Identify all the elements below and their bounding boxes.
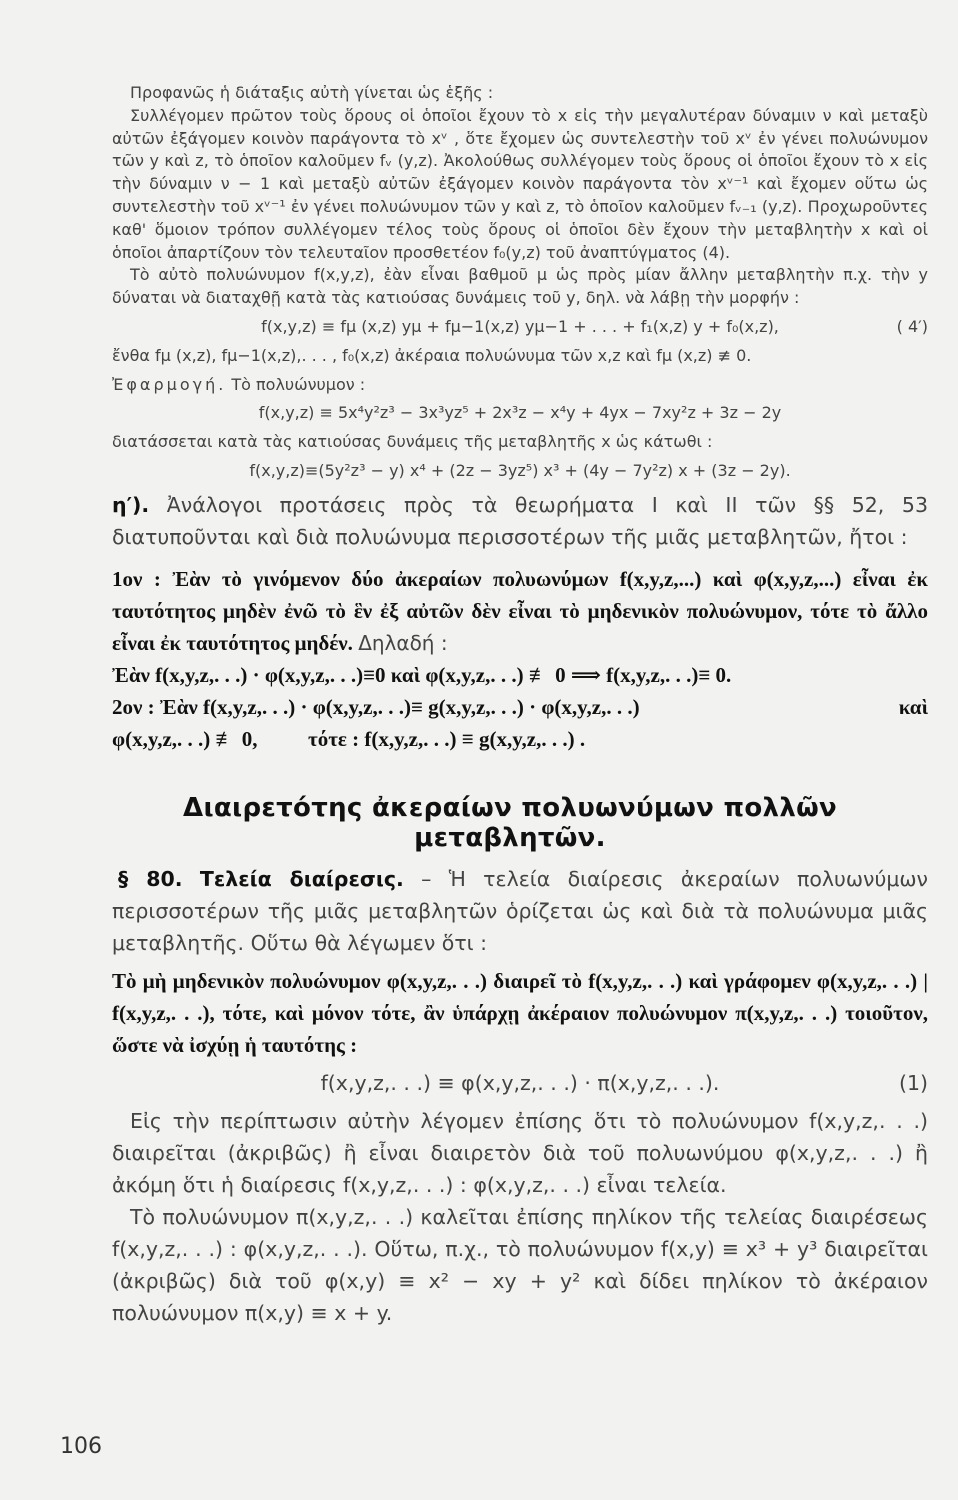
analogous-propositions-text: Ἀνάλογοι προτάσεις πρὸς τὰ θεωρήματα I καὶ II τῶν §§ 52, 53 διατυποῦνται καὶ διὰ πολυώνυμα περισσοτέρων τῆς μιᾶς μεταβλητῶν, ἤτοι : — [112, 492, 928, 549]
theorem-1-tail: Δηλαδή : — [358, 630, 448, 655]
section-80-text: – Ἡ τελεία διαίρεσις ἀκεραίων πολυωνύμων περισσοτέρων τῆς μιᾶς μεταβλητῶν ὁρίζεται ὡς καὶ διὰ τὰ πολυώνυμα μιᾶς μεταβλητῆς. Οὕτω θὰ λέγωμεν ὅτι : — [112, 866, 928, 955]
section-80-paragraph — [112, 863, 928, 959]
application-line — [112, 374, 928, 397]
example-polynomial — [112, 402, 928, 425]
ordering-paragraph: Τὸ αὐτὸ πολυώνυμον f(x,y,z), ἐὰν εἶναι βαθμοῦ μ ὡς πρὸς μίαν ἄλλην μεταβλητὴν π.χ. τὴν y δύναται νὰ διαταχθῇ κατὰ τὰς κατιούσας δυνάμεις τοῦ y, δηλ. νὰ λάβῃ τὴν μορφήν : — [112, 265, 928, 308]
definition-paragraph: Τὸ μὴ μηδενικὸν πολυώνυμον φ(x,y,z,. . .) διαιρεῖ τὸ f(x,y,z,. . .) καὶ γράφομεν φ(x,y,z,. . .) | f(x,y,z,. . .), τότε, καὶ μόνον τότε, ἂν ὑπάρχῃ ἀκέραιον πολυώνυμον π(x,y,z,. . .) τοιοῦτον, ὥστε νὰ ἰσχύῃ ἡ ταυτότης : — [112, 968, 928, 1057]
theorem-2-and: καὶ — [898, 694, 928, 719]
item-eta-label: η′). — [112, 492, 150, 517]
theorem-2-condition: φ(x,y,z,. . .) ≢ 0, — [112, 726, 258, 751]
theorem-2-second-line — [112, 723, 928, 755]
equation-1-body: f(x,y,z,. . .) ≡ φ(x,y,z,. . .) · π(x,y,z,. . .). — [320, 1070, 720, 1095]
application-text: Τὸ πολυώνυμον : — [231, 374, 366, 394]
equation-1-number: (1) — [898, 1070, 928, 1095]
where-clause: ἔνθα fμ (x,z), fμ−1(x,z),. . . , f₀(x,z) ἀκέραια πολυώνυμα τῶν x,z καὶ fμ (x,z) ≢ 0. — [112, 345, 752, 365]
theorem-2-conclusion: τότε : f(x,y,z,. . .) ≡ g(x,y,z,. . .) . — [308, 726, 586, 751]
application-label: Ἐφαρμογή. — [112, 374, 227, 394]
section-80-title: Τελεία διαίρεσις. — [199, 866, 404, 891]
theorem-1 — [112, 563, 928, 659]
equation-4prime — [112, 316, 928, 339]
equation-1 — [112, 1067, 928, 1099]
page-number: 106 — [60, 1434, 102, 1459]
equation-4prime-number: ( 4′) — [896, 316, 928, 336]
theorem-2-text: 2ον : Ἐὰν f(x,y,z,. . .) · φ(x,y,z,. . .)≡ g(x,y,z,. . .) · φ(x,y,z,. . .) — [112, 694, 640, 719]
ordered-note: διατάσσεται κατὰ τὰς κατιούσας δυνάμεις τῆς μεταβλητῆς x ὡς κάτωθι : — [112, 432, 713, 452]
theorem-2-first-line — [112, 691, 928, 723]
theorem-1-equation: Ἐὰν f(x,y,z,. . .) · φ(x,y,z,. . .)≡0 καὶ φ(x,y,z,. . .) ≢ 0 ⟹ f(x,y,z,. . .)≡ 0. — [112, 662, 732, 687]
ordered-polynomial — [112, 460, 928, 483]
example-polynomial-body: f(x,y,z) ≡ 5x⁴y²z³ − 3x³yz⁵ + 2x³z − x⁴y + 4yx − 7xy²z + 3z − 2y — [258, 403, 782, 423]
section-80-number: § 80. — [118, 866, 183, 891]
chapter-heading: Διαιρετότης ἀκεραίων πολυωνύμων πολλῶν μεταβλητῶν. — [183, 792, 837, 853]
collection-paragraph: Συλλέγομεν πρῶτον τοὺς ὅρους οἱ ὁποῖοι ἔχουν τὸ x εἰς τὴν μεγαλυτέραν δύναμιν ν καὶ μεταξὺ αὐτῶν ἐξάγομεν κοινὸν παράγοντα τὸ xᵛ , ὅτε ἔχομεν ὡς συντελεστὴν τοῦ xᵛ ἐν γένει πολυώνυμον τῶν y καὶ z, τὸ ὁποῖον καλοῦμεν fᵥ (y,z). Ἀκολούθως συλλέγομεν τοὺς ὅρους οἱ ὁποῖοι ἔχουν τὸ x εἰς τὴν δύναμιν ν − 1 καὶ μεταξὺ αὐτῶν ἐξάγομεν κοινὸν παράγοντα τὸν xᵛ⁻¹ καὶ ἔχομεν οὕτω ὡς συντελεστὴν τοῦ xᵛ⁻¹ ἐν γένει πολυώνυμον τῶν y καὶ z, τὸ ὁποῖον καλοῦμεν fᵥ₋₁ (y,z). Προχωροῦντες καθ' ὅμοιον τρόπον συλλέγομεν τέλος τοὺς ὅρους οἱ ὁποῖοι δὲν ἔχουν τὴν μεταβλητὴν x καὶ οἱ ὁποῖοι ἀπαρτίζουν τὸν τελευταῖον προσθετέον f₀(y,z) τοῦ ἀναπτύγματος (4). — [112, 105, 928, 262]
ordered-polynomial-body: f(x,y,z)≡(5y²z³ − y) x⁴ + (2z − 3yz⁵) x³ + (4y − 7y²z) x + (3z − 2y). — [249, 460, 791, 480]
quotient-paragraph: Τὸ πολυώνυμον π(x,y,z,. . .) καλεῖται ἐπίσης πηλίκον τῆς τελείας διαιρέσεως f(x,y,z,. . .) : φ(x,y,z,. . .). Οὕτω, π.χ., τὸ πολυώνυμον f(x,y) ≡ x³ + y³ διαιρεῖται (ἀκριβῶς) διὰ τοῦ φ(x,y) ≡ x² − xy + y² καὶ δίδει πηλίκον τὸ ἀκέραιον πολυώνυμον π(x,y) ≡ x + y. — [112, 1204, 928, 1325]
theorem-1-text: 1ον : Ἐὰν τὸ γινόμενον δύο ἀκεραίων πολυωνύμων f(x,y,z,...) καὶ φ(x,y,z,...) εἶναι ἐκ ταυτότητος μηδὲν ἐνῶ τὸ ἓν ἐξ αὐτῶν δὲν εἶναι τὸ μηδενικὸν πολυώνυμον, τότε τὸ ἄλλο εἶναι ἐκ ταυτότητος μηδέν. — [112, 566, 928, 655]
intro-paragraph: Προφανῶς ἡ διάταξις αὐτὴ γίνεται ὡς ἑξῆς : — [130, 83, 494, 102]
equation-4prime-body: f(x,y,z) ≡ fμ (x,z) yμ + fμ−1(x,z) yμ−1 + . . . + f₁(x,z) y + f₀(x,z), — [261, 316, 779, 336]
divisibility-paragraph: Εἰς τὴν περίπτωσιν αὐτὴν λέγομεν ἐπίσης ὅτι τὸ πολυώνυμον f(x,y,z,. . .) διαιρεῖται (ἀκριβῶς) ἢ εἶναι διαιρετὸν διὰ τοῦ πολυωνύμου φ(x,y,z,. . .) ἢ ἀκόμη ὅτι ἡ διαίρεσις f(x,y,z,. . .) : φ(x,y,z,. . .) εἶναι τελεία. — [112, 1108, 928, 1197]
analogous-propositions — [112, 489, 928, 553]
